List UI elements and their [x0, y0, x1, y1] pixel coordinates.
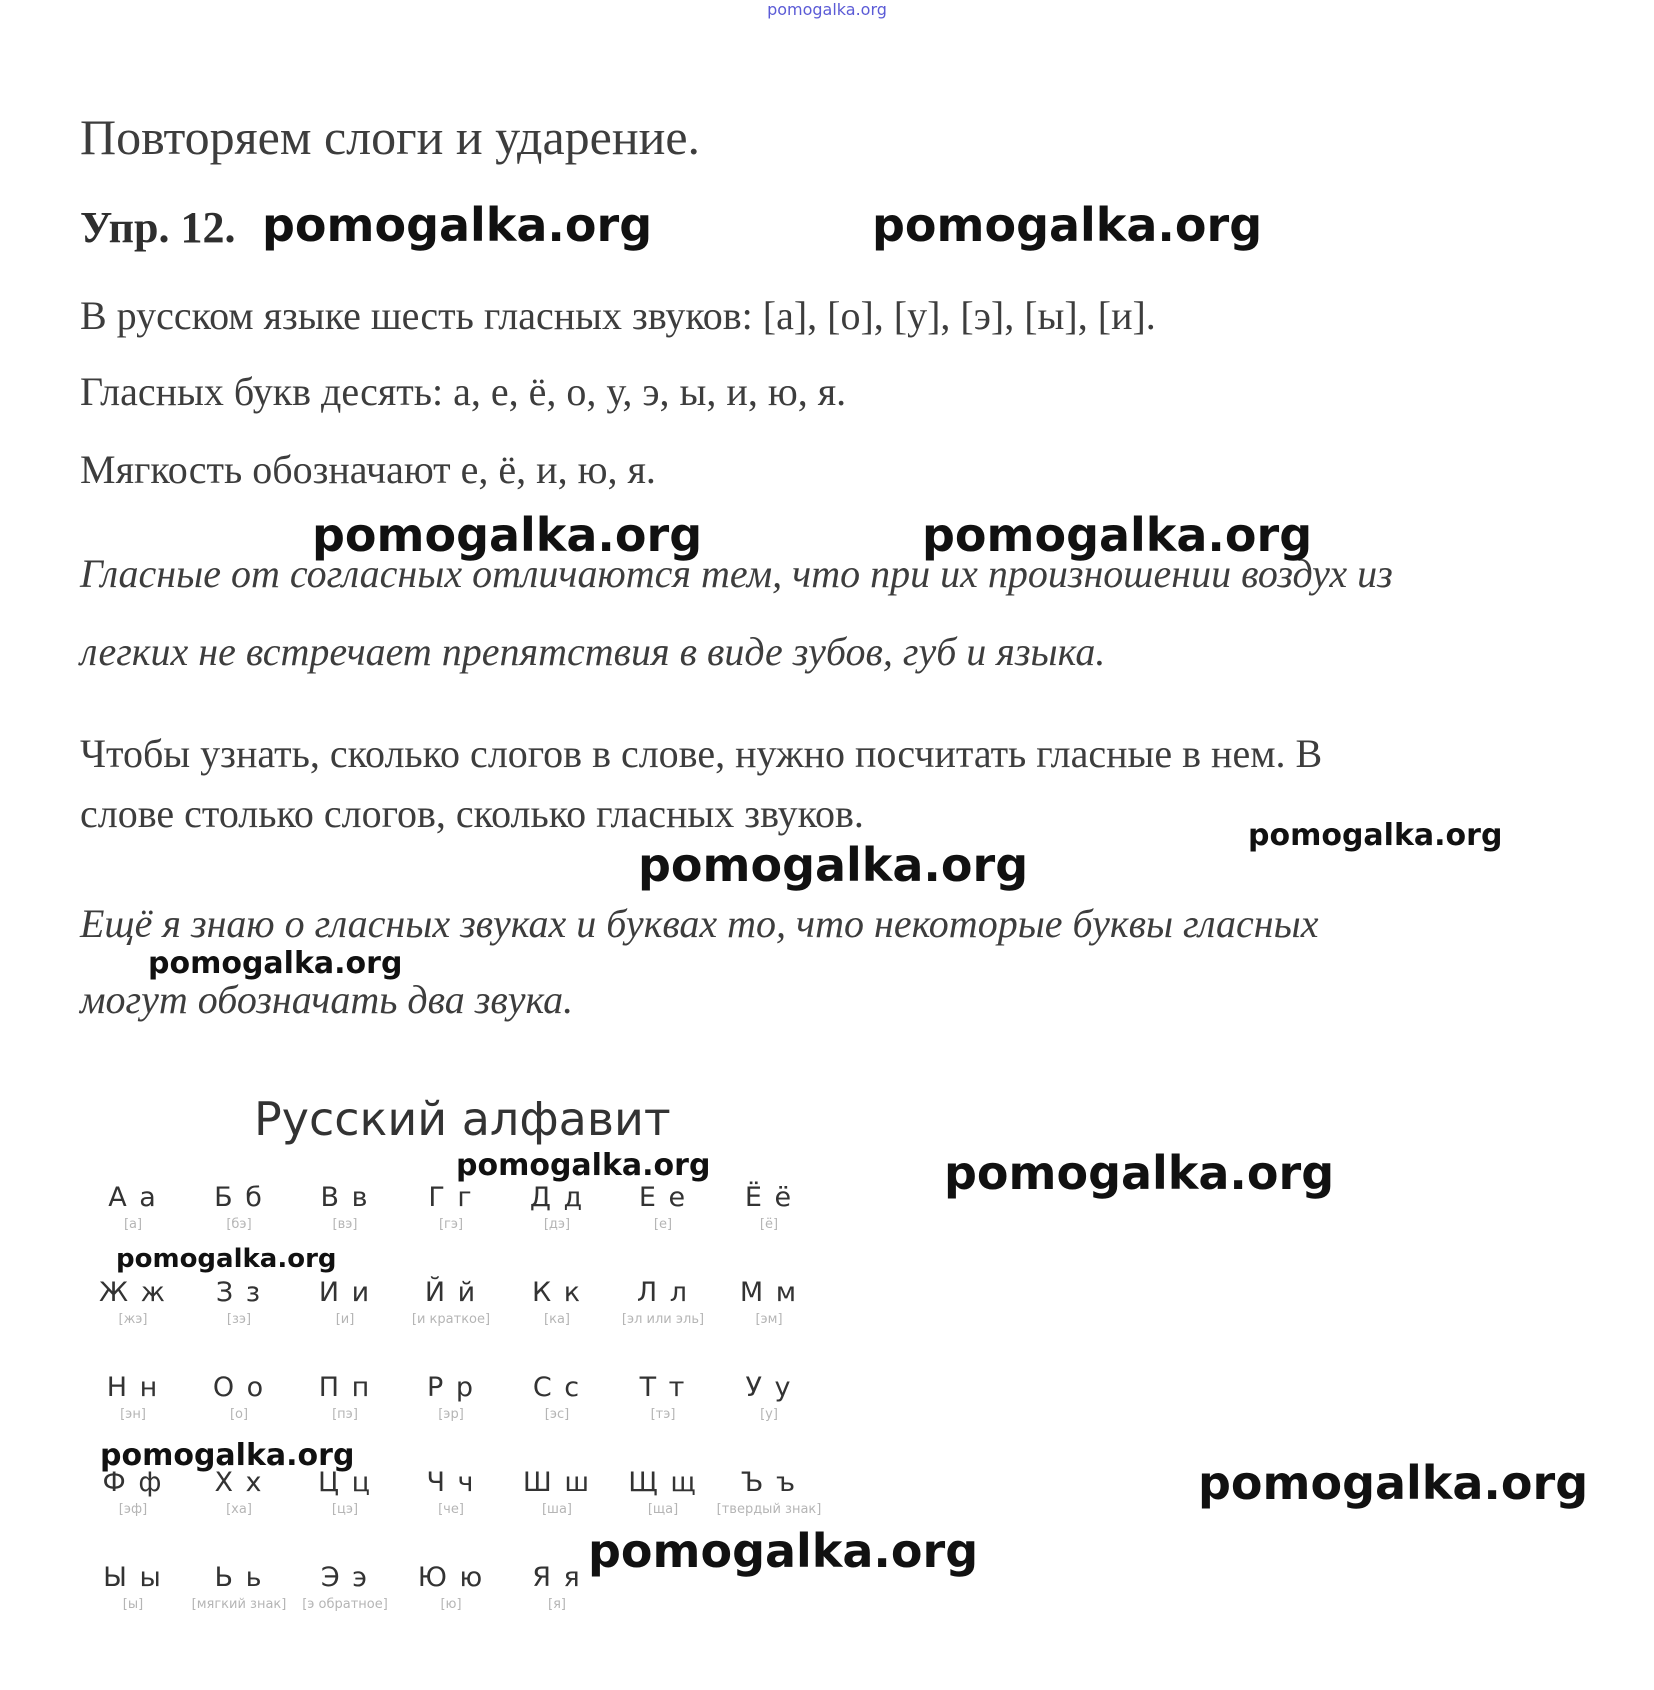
alphabet-letter: Н н: [106, 1372, 160, 1403]
alphabet-letter-cell: [398, 1467, 504, 1517]
alphabet-title: Русский алфавит: [254, 1092, 671, 1146]
alphabet-letter-name: [ха]: [226, 1502, 252, 1517]
alphabet-letter-name: [дэ]: [543, 1217, 571, 1232]
alphabet-letter-cell: [292, 1467, 398, 1517]
alphabet-letter-name: [ы]: [122, 1597, 144, 1612]
alphabet-letter: М м: [739, 1277, 799, 1308]
alphabet-letter: Я я: [532, 1562, 582, 1593]
alphabet-letter: Ё ё: [744, 1182, 794, 1213]
alphabet-letter-cell: [716, 1467, 822, 1517]
alphabet-letter-cell: [186, 1277, 292, 1327]
alphabet-letter-cell: [80, 1467, 186, 1517]
alphabet-letter-name: [и]: [335, 1312, 355, 1327]
alphabet-letter-name: [твердый знак]: [716, 1502, 822, 1517]
alphabet-letter-name: [ю]: [440, 1597, 462, 1612]
alphabet-letter-cell: [504, 1277, 610, 1327]
alphabet-letter-name: [эф]: [118, 1502, 148, 1517]
alphabet-letter-cell: [292, 1182, 398, 1232]
alphabet-letter-name: [цэ]: [331, 1502, 359, 1517]
italic-text-line-2: легких не встречает препятствия в виде зубов, губ и языка.: [80, 629, 1106, 674]
watermark: pomogalka.org: [100, 1438, 355, 1473]
alphabet-letter: Й й: [424, 1277, 478, 1308]
alphabet-letter-cell: [80, 1372, 186, 1422]
italic2-text-line-2: могут обозначать два звука.: [80, 977, 574, 1022]
alphabet-letter-name: [о]: [229, 1407, 249, 1422]
italic2-text-line-1: Ещё я знаю о гласных звуках и буквах то, что некоторые буквы гласных: [80, 901, 1319, 946]
italic-text-line-1: Гласные от согласных отличаются тем, что при их произношении воздух из: [80, 551, 1393, 596]
alphabet-letter: В в: [320, 1182, 370, 1213]
alphabet-letter-name: [ё]: [759, 1217, 779, 1232]
alphabet-letter-name: [э обратное]: [302, 1597, 388, 1612]
alphabet-letter-name: [ща]: [647, 1502, 679, 1517]
vowel-letters-line: Гласных букв десять: а, е, ё, о, у, э, ы, и, ю, я.: [80, 369, 847, 414]
alphabet-letter-name: [е]: [653, 1217, 673, 1232]
alphabet-letter-name: [ша]: [541, 1502, 572, 1517]
syllable-paragraph-line-1: Чтобы узнать, сколько слогов в слове, нужно посчитать гласные в нем. В: [80, 731, 1323, 776]
alphabet-letter: Ь ь: [214, 1562, 264, 1593]
alphabet-letter-cell: [398, 1182, 504, 1232]
alphabet-letter-name: [а]: [123, 1217, 143, 1232]
alphabet-letter-cell: [80, 1562, 186, 1612]
alphabet-letter: З з: [215, 1277, 263, 1308]
alphabet-letter-cell: [504, 1372, 610, 1422]
alphabet-letter-name: [жэ]: [118, 1312, 148, 1327]
alphabet-letter-name: [эл или эль]: [621, 1312, 705, 1327]
alphabet-letter: Ъ ъ: [740, 1467, 798, 1498]
alphabet-letter-name: [у]: [760, 1407, 778, 1422]
alphabet-letter: Д д: [529, 1182, 585, 1213]
alphabet-letter-name: [я]: [548, 1597, 566, 1612]
alphabet-letter-cell: [504, 1182, 610, 1232]
alphabet-letter-name: [че]: [438, 1502, 464, 1517]
alphabet-letter-cell: [292, 1277, 398, 1327]
watermark: pomogalka.org: [922, 508, 1313, 562]
alphabet-letter-name: [ка]: [544, 1312, 570, 1327]
alphabet-letter: Ю ю: [417, 1562, 485, 1593]
alphabet-letter-cell: [716, 1182, 822, 1232]
alphabet-letter: Ш ш: [522, 1467, 592, 1498]
syllable-paragraph-line-2: слове столько слогов, сколько гласных звуков.: [80, 791, 864, 836]
alphabet-letter: Х х: [214, 1467, 264, 1498]
alphabet-letter-name: [эм]: [755, 1312, 783, 1327]
site-watermark-top: pomogalka.org: [767, 0, 887, 19]
alphabet-letter: Ц ц: [318, 1467, 372, 1498]
alphabet-letter: А а: [108, 1182, 158, 1213]
alphabet-letter-cell: [610, 1277, 716, 1327]
alphabet-letter-cell: [610, 1467, 716, 1517]
alphabet-letter-name: [бэ]: [226, 1217, 252, 1232]
alphabet-letter: Б б: [214, 1182, 264, 1213]
alphabet-letter-cell: [716, 1277, 822, 1327]
alphabet-letter-cell: [292, 1372, 398, 1422]
alphabet-letter: О о: [212, 1372, 266, 1403]
alphabet-letter-name: [тэ]: [650, 1407, 676, 1422]
alphabet-letter-cell: [610, 1182, 716, 1232]
alphabet-letter: Ж ж: [99, 1277, 167, 1308]
watermark: pomogalka.org: [1248, 818, 1503, 853]
alphabet-letter-name: [и краткое]: [411, 1312, 491, 1327]
watermark: pomogalka.org: [312, 508, 703, 562]
watermark: pomogalka.org: [116, 1244, 337, 1274]
alphabet-letter-cell: [398, 1562, 504, 1612]
alphabet-letter-cell: [504, 1467, 610, 1517]
alphabet-letter-cell: [186, 1372, 292, 1422]
alphabet-letter: П п: [318, 1372, 372, 1403]
alphabet-letter: К к: [531, 1277, 583, 1308]
watermark: pomogalka.org: [262, 198, 653, 252]
alphabet-letter: Е е: [638, 1182, 688, 1213]
alphabet-letter-cell: [186, 1467, 292, 1517]
watermark: pomogalka.org: [944, 1146, 1335, 1200]
watermark: pomogalka.org: [872, 198, 1263, 252]
alphabet-letter-name: [гэ]: [438, 1217, 464, 1232]
alphabet-letter: Т т: [639, 1372, 687, 1403]
alphabet-letter-name: [эс]: [544, 1407, 570, 1422]
alphabet-letter-cell: [292, 1562, 398, 1612]
watermark: pomogalka.org: [1198, 1456, 1589, 1510]
alphabet-letter-name: [эн]: [120, 1407, 146, 1422]
alphabet-letter-cell: [186, 1562, 292, 1612]
watermark: pomogalka.org: [456, 1148, 711, 1183]
alphabet-letter-cell: [398, 1372, 504, 1422]
page-title: Повторяем слоги и ударение.: [80, 109, 701, 165]
alphabet-letter-cell: [398, 1277, 504, 1327]
alphabet-letter: Р р: [426, 1372, 475, 1403]
alphabet-letter-cell: [716, 1372, 822, 1422]
vowel-sounds-line: В русском языке шесть гласных звуков: [а], [о], [у], [э], [ы], [и].: [80, 293, 1156, 338]
alphabet-letter-cell: [186, 1182, 292, 1232]
alphabet-letter-name: [зэ]: [226, 1312, 252, 1327]
softness-line: Мягкость обозначают е, ё, и, ю, я.: [80, 447, 656, 492]
alphabet-letter: С с: [532, 1372, 582, 1403]
alphabet-letter: И и: [318, 1277, 372, 1308]
alphabet-letter-cell: [80, 1182, 186, 1232]
alphabet-letter: Г г: [428, 1182, 474, 1213]
alphabet-letter-name: [пэ]: [332, 1407, 358, 1422]
watermark: pomogalka.org: [638, 838, 1029, 892]
alphabet-letter: Ы ы: [103, 1562, 163, 1593]
alphabet-letter: Ф ф: [102, 1467, 164, 1498]
exercise-number: Упр. 12.: [80, 203, 236, 252]
alphabet-letter: Л л: [636, 1277, 690, 1308]
alphabet-letter-cell: [610, 1372, 716, 1422]
alphabet-letter: Ч ч: [426, 1467, 476, 1498]
alphabet-letter: У у: [745, 1372, 793, 1403]
alphabet-letter-name: [мягкий знак]: [191, 1597, 287, 1612]
watermark: pomogalka.org: [148, 946, 403, 981]
watermark: pomogalka.org: [588, 1524, 979, 1578]
alphabet-letter: Щ щ: [628, 1467, 698, 1498]
alphabet-letter: Э э: [320, 1562, 370, 1593]
alphabet-letter-name: [вэ]: [332, 1217, 358, 1232]
alphabet-letter-name: [эр]: [438, 1407, 464, 1422]
alphabet-letter-cell: [80, 1277, 186, 1327]
